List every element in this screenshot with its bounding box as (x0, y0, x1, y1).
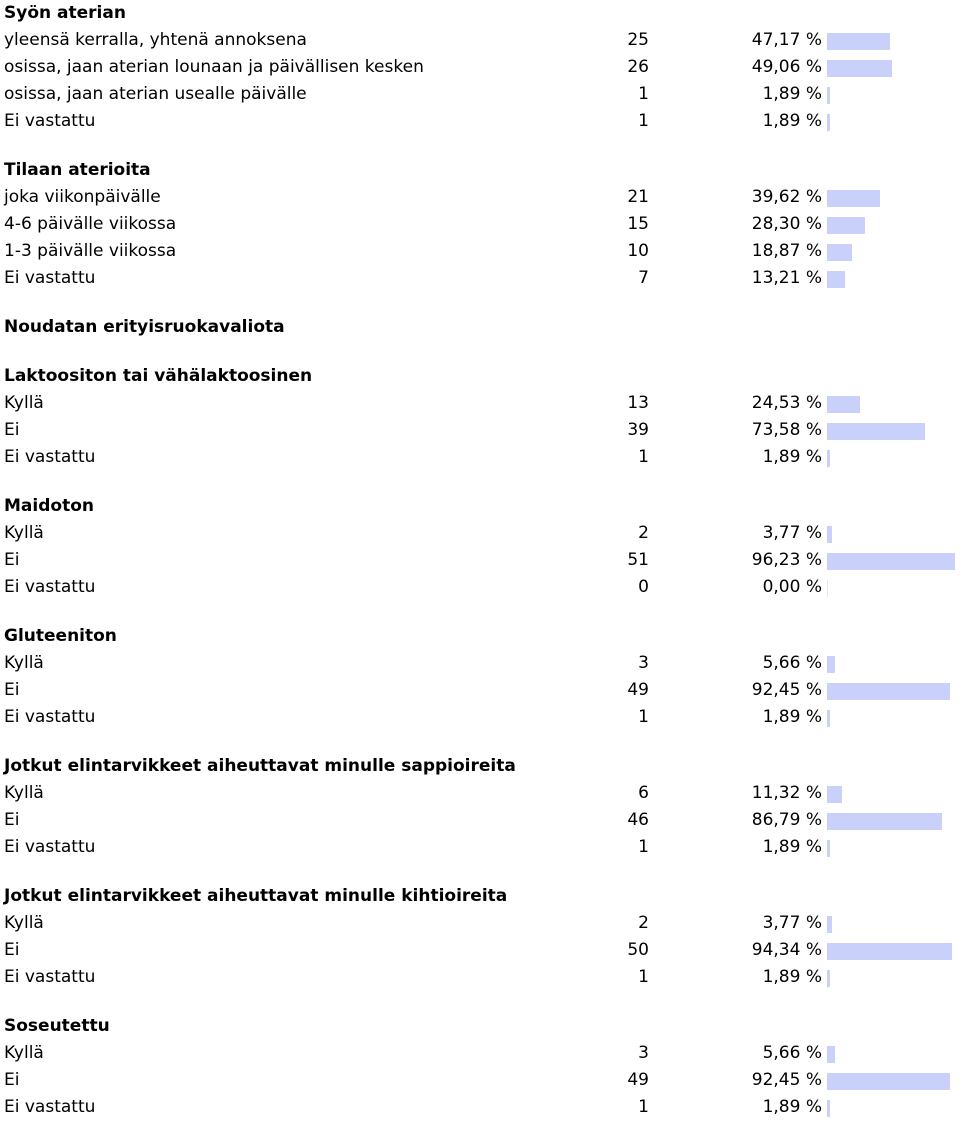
answer-count: 25 (627, 30, 649, 50)
section-title: Soseutettu (4, 1016, 110, 1036)
answer-percent: 5,66 % (762, 1043, 822, 1063)
percent-bar (827, 190, 880, 207)
answer-row (0, 937, 960, 964)
survey-section (0, 991, 960, 1121)
percent-bar (827, 87, 830, 104)
answer-row (0, 27, 960, 54)
answer-label: osissa, jaan aterian usealle päivälle (4, 84, 307, 104)
survey-section (0, 861, 960, 991)
answer-count: 0 (638, 577, 649, 597)
answer-percent: 5,66 % (762, 653, 822, 673)
answer-label: Kyllä (4, 523, 44, 543)
percent-bar (827, 683, 950, 700)
answer-count: 1 (638, 447, 649, 467)
survey-section (0, 601, 960, 731)
answer-count: 1 (638, 111, 649, 131)
answer-label: Ei vastattu (4, 447, 96, 467)
percent-bar (827, 1046, 835, 1063)
answer-row (0, 184, 960, 211)
section-spacer (0, 601, 960, 623)
answer-label: Ei vastattu (4, 268, 96, 288)
answer-count: 1 (638, 84, 649, 104)
answer-row (0, 704, 960, 731)
percent-bar (827, 271, 845, 288)
percent-bar (827, 450, 830, 467)
section-title: Jotkut elintarvikkeet aiheuttavat minulle kihtioireita (4, 886, 508, 906)
answer-percent: 47,17 % (751, 30, 822, 50)
answer-count: 10 (627, 241, 649, 261)
answer-count: 46 (627, 810, 649, 830)
percent-bar (827, 916, 832, 933)
answer-label: 4-6 päivälle viikossa (4, 214, 177, 234)
answer-label: Ei vastattu (4, 1097, 96, 1117)
answer-label: Kyllä (4, 653, 44, 673)
percent-bar (827, 970, 830, 987)
percent-bar (827, 60, 892, 77)
answer-count: 3 (638, 1043, 649, 1063)
answer-percent: 13,21 % (751, 268, 822, 288)
percent-bar (827, 217, 865, 234)
survey-section (0, 471, 960, 601)
answer-count: 21 (627, 187, 649, 207)
answer-count: 13 (627, 393, 649, 413)
answer-count: 7 (638, 268, 649, 288)
section-spacer (0, 861, 960, 883)
answer-row (0, 81, 960, 108)
section-title: Gluteeniton (4, 626, 117, 646)
answer-row (0, 238, 960, 265)
answer-label: yleensä kerralla, yhtenä annoksena (4, 30, 307, 50)
answer-percent: 18,87 % (751, 241, 822, 261)
answer-percent: 3,77 % (762, 913, 822, 933)
answer-row (0, 964, 960, 991)
answer-label: Ei vastattu (4, 707, 96, 727)
percent-bar (827, 553, 955, 570)
answer-count: 49 (627, 680, 649, 700)
answer-label: Ei vastattu (4, 111, 96, 131)
percent-bar (827, 710, 830, 727)
answer-count: 49 (627, 1070, 649, 1090)
answer-row (0, 547, 960, 574)
answer-percent: 96,23 % (751, 550, 822, 570)
answer-row (0, 574, 960, 601)
answer-percent: 92,45 % (751, 1070, 822, 1090)
answer-percent: 1,89 % (762, 447, 822, 467)
answer-row (0, 1067, 960, 1094)
answer-count: 1 (638, 1097, 649, 1117)
answer-row (0, 390, 960, 417)
answer-label: joka viikonpäivälle (4, 187, 161, 207)
answer-row (0, 211, 960, 238)
answer-label: Ei (4, 810, 20, 830)
section-title: Syön aterian (4, 3, 126, 23)
answer-count: 3 (638, 653, 649, 673)
answer-row (0, 650, 960, 677)
answer-label: Ei (4, 680, 20, 700)
answer-label: Ei vastattu (4, 577, 96, 597)
answer-label: 1-3 päivälle viikossa (4, 241, 177, 261)
section-title: Noudatan erityisruokavaliota (4, 317, 285, 337)
survey-section (0, 0, 960, 135)
answer-count: 51 (627, 550, 649, 570)
answer-count: 1 (638, 707, 649, 727)
answer-count: 50 (627, 940, 649, 960)
answer-label: Kyllä (4, 913, 44, 933)
answer-label: osissa, jaan aterian lounaan ja päivällisen kesken (4, 57, 424, 77)
section-title: Maidoton (4, 496, 94, 516)
percent-bar (827, 840, 830, 857)
answer-percent: 3,77 % (762, 523, 822, 543)
answer-row (0, 108, 960, 135)
section-title: Laktoositon tai vähälaktoosinen (4, 366, 313, 386)
answer-count: 2 (638, 523, 649, 543)
percent-bar (827, 1100, 830, 1117)
answer-count: 15 (627, 214, 649, 234)
section-spacer (0, 341, 960, 363)
answer-label: Ei (4, 550, 20, 570)
section-spacer (0, 991, 960, 1013)
answer-percent: 11,32 % (751, 783, 822, 803)
answer-row (0, 677, 960, 704)
answer-label: Ei (4, 940, 20, 960)
survey-section (0, 135, 960, 292)
answer-percent: 0,00 % (762, 577, 822, 597)
answer-percent: 94,34 % (751, 940, 822, 960)
answer-label: Ei vastattu (4, 967, 96, 987)
section-spacer (0, 471, 960, 493)
answer-percent: 1,89 % (762, 967, 822, 987)
section-spacer (0, 731, 960, 753)
percent-bar (827, 244, 852, 261)
percent-bar (827, 1073, 950, 1090)
answer-label: Kyllä (4, 1043, 44, 1063)
answer-label: Ei (4, 1070, 20, 1090)
answer-row (0, 265, 960, 292)
answer-row (0, 1094, 960, 1121)
answer-label: Ei (4, 420, 20, 440)
answer-percent: 1,89 % (762, 84, 822, 104)
percent-bar (827, 943, 952, 960)
answer-label: Ei vastattu (4, 837, 96, 857)
section-spacer (0, 135, 960, 157)
section-title: Tilaan aterioita (4, 160, 151, 180)
answer-row (0, 54, 960, 81)
answer-percent: 49,06 % (751, 57, 822, 77)
answer-percent: 86,79 % (751, 810, 822, 830)
answer-label: Kyllä (4, 783, 44, 803)
answer-percent: 28,30 % (751, 214, 822, 234)
answer-percent: 73,58 % (751, 420, 822, 440)
percent-bar (827, 786, 842, 803)
survey-section (0, 731, 960, 861)
percent-bar (827, 813, 942, 830)
percent-bar (827, 580, 828, 597)
answer-count: 1 (638, 967, 649, 987)
answer-percent: 1,89 % (762, 1097, 822, 1117)
answer-percent: 92,45 % (751, 680, 822, 700)
answer-percent: 1,89 % (762, 111, 822, 131)
answer-percent: 1,89 % (762, 837, 822, 857)
section-spacer (0, 292, 960, 314)
answer-row (0, 834, 960, 861)
percent-bar (827, 656, 835, 673)
answer-count: 26 (627, 57, 649, 77)
answer-count: 1 (638, 837, 649, 857)
answer-count: 39 (627, 420, 649, 440)
survey-section (0, 292, 960, 341)
answer-label: Kyllä (4, 393, 44, 413)
percent-bar (827, 33, 890, 50)
answer-percent: 39,62 % (751, 187, 822, 207)
answer-percent: 1,89 % (762, 707, 822, 727)
survey-section (0, 341, 960, 471)
answer-row (0, 444, 960, 471)
percent-bar (827, 423, 925, 440)
percent-bar (827, 396, 860, 413)
answer-count: 6 (638, 783, 649, 803)
answer-row (0, 807, 960, 834)
answer-row (0, 417, 960, 444)
answer-row (0, 520, 960, 547)
answer-row (0, 910, 960, 937)
answer-percent: 24,53 % (751, 393, 822, 413)
percent-bar (827, 526, 832, 543)
answer-row (0, 1040, 960, 1067)
answer-row (0, 780, 960, 807)
percent-bar (827, 114, 830, 131)
section-title: Jotkut elintarvikkeet aiheuttavat minulle sappioireita (4, 756, 516, 776)
answer-count: 2 (638, 913, 649, 933)
